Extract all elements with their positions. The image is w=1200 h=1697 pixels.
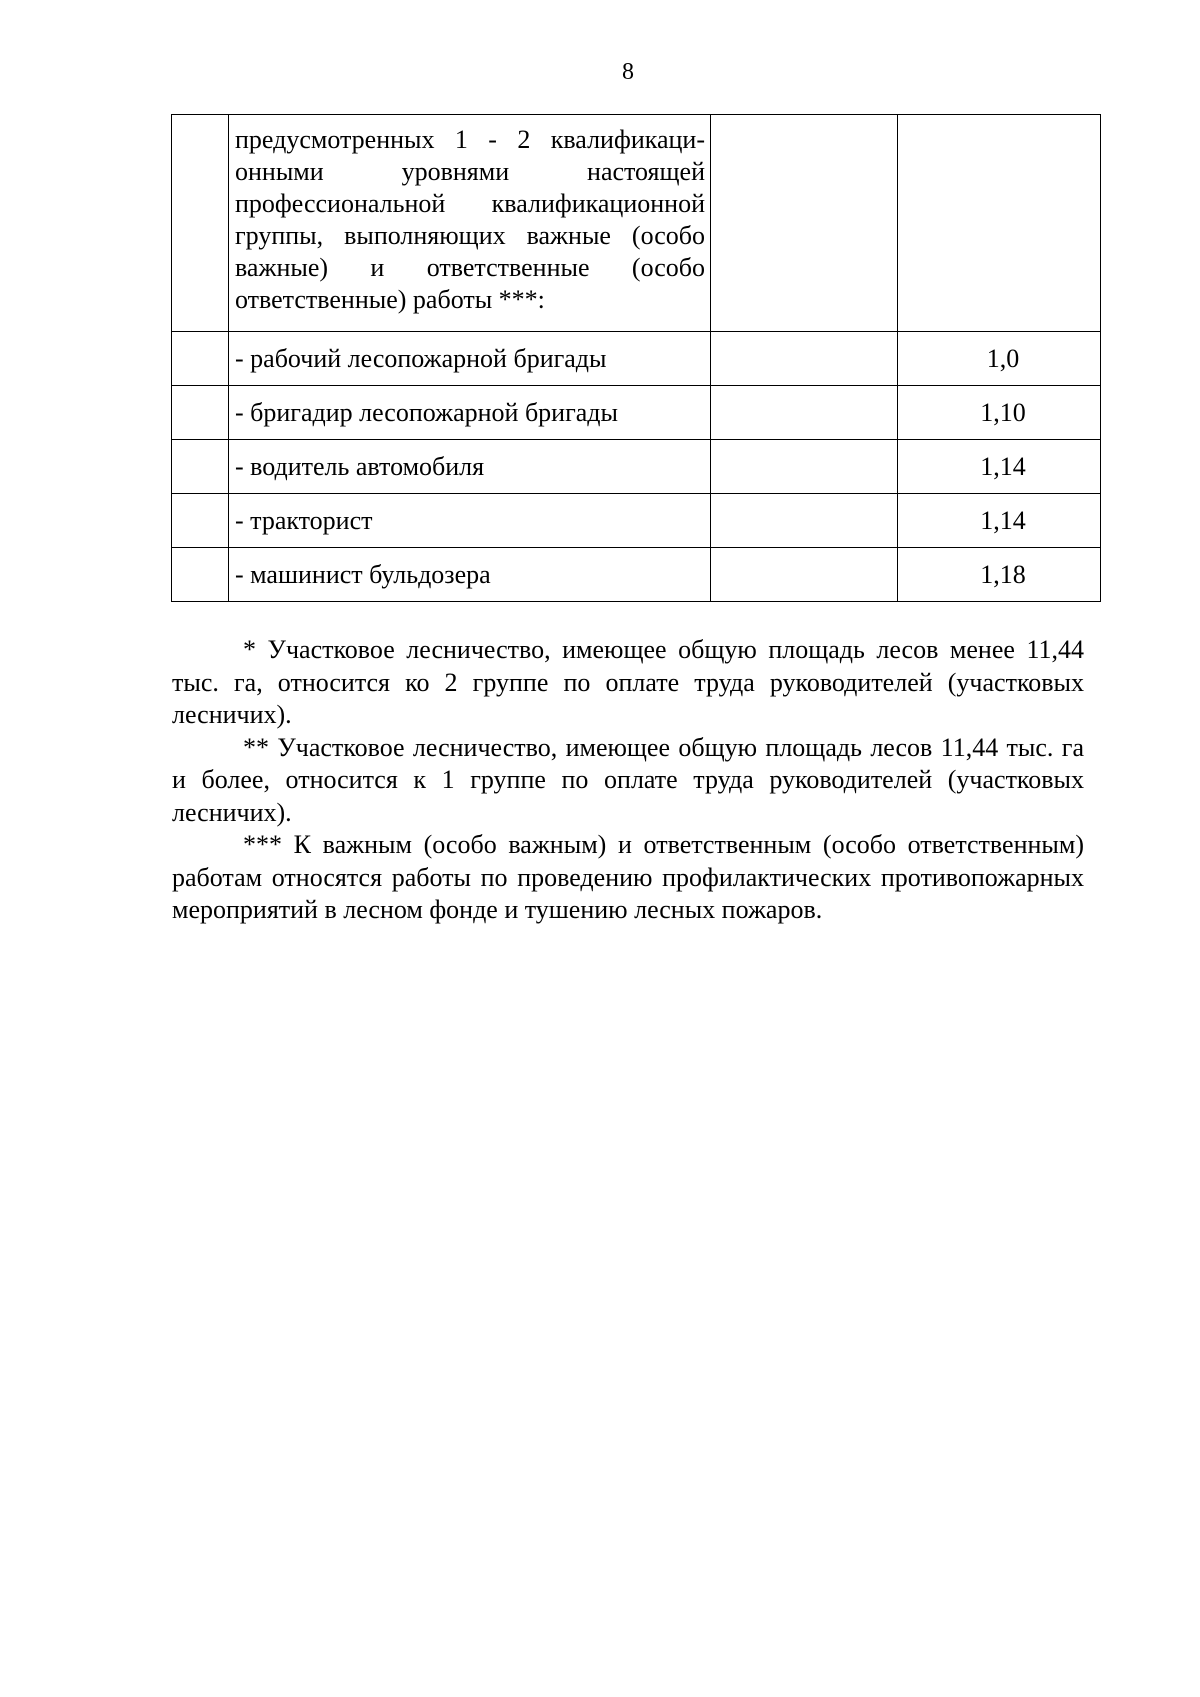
coefficient-table [171, 114, 1101, 602]
empty-cell [711, 332, 898, 386]
coefficient-value: 1,14 [980, 451, 1026, 481]
coefficient-cell [898, 548, 1101, 602]
coefficient-value: 1,14 [980, 505, 1026, 535]
description-cell [229, 115, 711, 332]
position-cell [229, 548, 711, 602]
number-cell [172, 440, 229, 494]
page-number: 8 [622, 59, 634, 85]
coefficient-cell [898, 115, 1101, 332]
footnotes [172, 634, 1084, 927]
number-cell [172, 548, 229, 602]
table-row [172, 332, 1101, 386]
table-row [172, 115, 1101, 332]
coefficient-cell [898, 332, 1101, 386]
position-label: - водитель автомобиля [235, 451, 485, 481]
empty-cell [711, 386, 898, 440]
position-label: - тракторист [235, 505, 373, 535]
position-cell [229, 386, 711, 440]
coefficient-cell [898, 440, 1101, 494]
number-cell [172, 332, 229, 386]
coefficient-value: 1,10 [980, 397, 1026, 427]
position-cell [229, 332, 711, 386]
empty-cell [711, 115, 898, 332]
table-row [172, 548, 1101, 602]
intro-text: предусмотренных 1 - 2 квалификаци-онными уровнями настоящей профессиональной квалификационной группы, выполняющих важные (особо важные) и ответственные (особо ответственные) работы ***: [235, 125, 705, 314]
empty-cell [711, 494, 898, 548]
position-label: - машинист бульдозера [235, 559, 491, 589]
empty-cell [711, 548, 898, 602]
position-label: - рабочий лесопожарной бригады [235, 343, 607, 373]
table-row [172, 494, 1101, 548]
number-cell [172, 494, 229, 548]
coefficient-cell [898, 386, 1101, 440]
position-label: - бригадир лесопожарной бригады [235, 397, 618, 427]
number-cell [172, 115, 229, 332]
position-cell [229, 494, 711, 548]
table-row [172, 440, 1101, 494]
table-row [172, 386, 1101, 440]
footnote-1: * Участковое лесничество, имеющее общую площадь лесов менее 11,44 тыс. га, относится ко 2 группе по оплате труда руководителей (участковых лесничих). [172, 635, 1084, 729]
number-cell [172, 386, 229, 440]
empty-cell [711, 440, 898, 494]
footnote-2: ** Участковое лесничество, имеющее общую площадь лесов 11,44 тыс. га и более, относится к 1 группе по оплате труда руководителей (участковых лесничих). [172, 732, 1084, 827]
footnote-3: *** К важным (особо важным) и ответственным (особо ответственным) работам относятся работы по проведению профилактических противопожарных мероприятий в лесном фонде и тушению лесных пожаров. [172, 830, 1084, 924]
coefficient-value: 1,18 [980, 559, 1026, 589]
coefficient-value: 1,0 [986, 343, 1020, 373]
position-cell [229, 440, 711, 494]
coefficient-cell [898, 494, 1101, 548]
